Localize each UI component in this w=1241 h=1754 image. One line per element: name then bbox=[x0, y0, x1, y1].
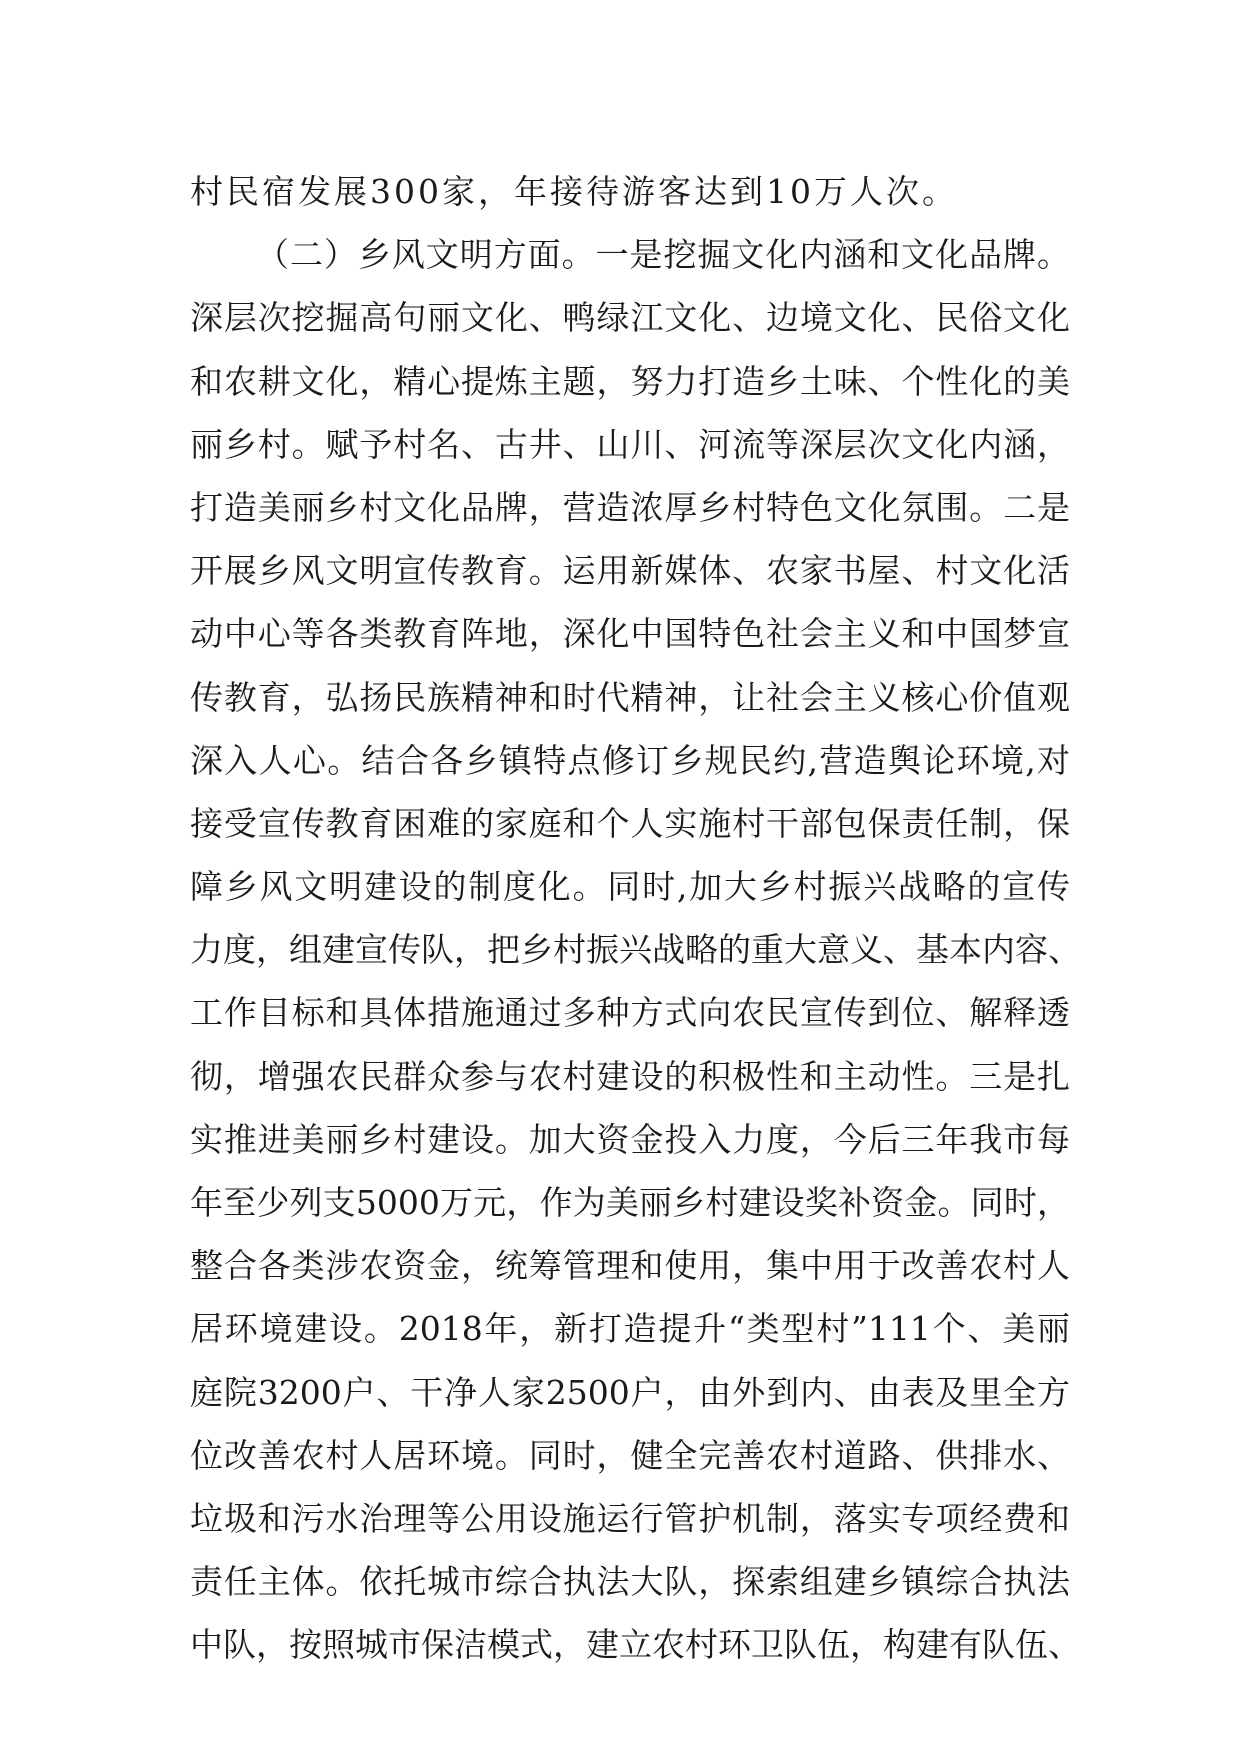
text-line-17: 年至少列支5000万元，作为美丽乡村建设奖补资金。同时， bbox=[190, 1183, 1070, 1222]
text-line-3: 深层次挖掘高句丽文化、鸭绿江文化、边境文化、民俗文化 bbox=[190, 298, 1070, 338]
text-line-5: 丽乡村。赋予村名、古井、山川、河流等深层次文化内涵， bbox=[190, 424, 1070, 464]
text-line-13: 力度，组建宣传队，把乡村振兴战略的重大意义、基本内容、 bbox=[190, 930, 1081, 970]
text-line-1: 村民宿发展300家，年接待游客达到10万人次。 bbox=[190, 172, 958, 211]
text-line-22: 垃圾和污水治理等公用设施运行管护机制，落实专项经费和 bbox=[190, 1498, 1070, 1538]
text-line-24: 中队，按照城市保洁模式，建立农村环卫队伍，构建有队伍、 bbox=[190, 1625, 1081, 1665]
text-line-7: 开展乡风文明宣传教育。运用新媒体、农家书屋、村文化活 bbox=[190, 551, 1070, 591]
text-line-6: 打造美丽乡村文化品牌，营造浓厚乡村特色文化氛围。二是 bbox=[190, 487, 1070, 527]
text-line-14: 工作目标和具体措施通过多种方式向农民宣传到位、解释透 bbox=[190, 993, 1070, 1033]
text-line-9: 传教育，弘扬民族精神和时代精神，让社会主义核心价值观 bbox=[190, 677, 1070, 717]
text-line-15: 彻，增强农民群众参与农村建设的积极性和主动性。三是扎 bbox=[190, 1056, 1070, 1096]
text-line-8: 动中心等各类教育阵地，深化中国特色社会主义和中国梦宣 bbox=[190, 614, 1070, 654]
text-line-16: 实推进美丽乡村建设。加大资金投入力度，今后三年我市每 bbox=[190, 1119, 1070, 1159]
text-line-2: （二）乡风文明方面。一是挖掘文化内涵和文化品牌。 bbox=[256, 235, 1070, 275]
body-text bbox=[190, 160, 1081, 1677]
text-line-12: 障乡风文明建设的制度化。同时,加大乡村振兴战略的宣传 bbox=[190, 867, 1070, 907]
text-line-21: 位改善农村人居环境。同时，健全完善农村道路、供排水、 bbox=[190, 1435, 1070, 1475]
text-line-10: 深入人心。结合各乡镇特点修订乡规民约,营造舆论环境,对 bbox=[190, 740, 1070, 780]
text-line-19: 居环境建设。2018年，新打造提升“类型村”111个、美丽 bbox=[190, 1309, 1070, 1349]
text-line-18: 整合各类涉农资金，统筹管理和使用，集中用于改善农村人 bbox=[190, 1246, 1070, 1286]
text-line-23: 责任主体。依托城市综合执法大队，探索组建乡镇综合执法 bbox=[190, 1562, 1070, 1602]
text-line-20: 庭院3200户、干净人家2500户，由外到内、由表及里全方 bbox=[190, 1372, 1070, 1412]
text-line-4: 和农耕文化，精心提炼主题，努力打造乡土味、个性化的美 bbox=[190, 361, 1070, 401]
text-line-11: 接受宣传教育困难的家庭和个人实施村干部包保责任制，保 bbox=[190, 803, 1070, 843]
